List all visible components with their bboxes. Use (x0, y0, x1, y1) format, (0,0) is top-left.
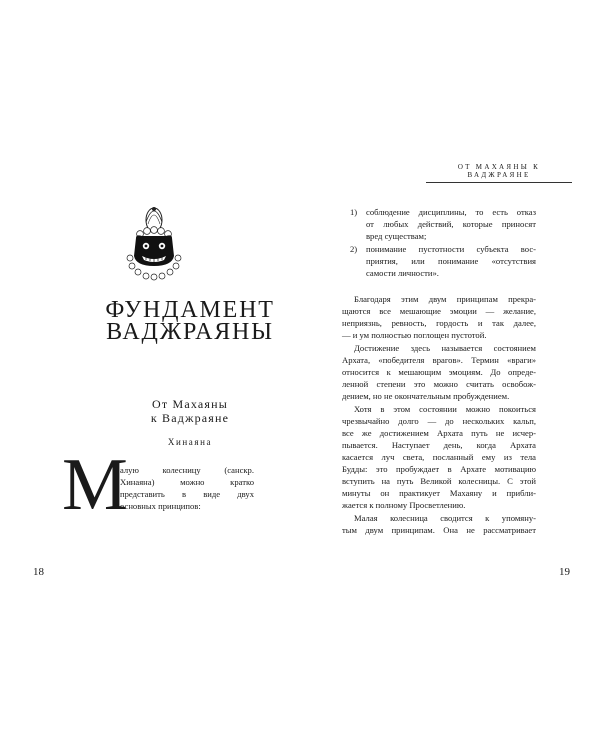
paragraph-line: неприязнь, ревность, гордость и так далее, (342, 318, 536, 328)
paragraph-line: Будды: это пробуждает в Архате мотивацию (342, 464, 536, 474)
list-item-line: от любых действий, которые приносят (366, 219, 536, 229)
paragraph-line: пывается. Наступает день, когда Архата (342, 440, 536, 450)
paragraph-line: Малая колесница сводится к упомяну- (354, 513, 536, 523)
list-item-line: самости личности». (366, 268, 439, 278)
paragraph-line: касается луч света, посланный ему из тела (342, 452, 536, 462)
intro-line-1: алую колесницу (санскр. (120, 465, 254, 475)
paragraph-line: Архата, «победителя врагов». Термин «враги» (342, 355, 536, 365)
list-item-line: понимание пустотности субъекта вос- (366, 244, 536, 254)
emblem-icon (118, 200, 190, 288)
paragraph-line: щаются все мешающие эмоции — желание, (342, 306, 536, 316)
subsection-title: Хинаяна (167, 437, 213, 447)
paragraph-line: дением, но не окончательным пробуждением. (342, 391, 510, 401)
drop-cap: М (62, 444, 128, 526)
list-item-line: приятия, или понимание «отсутствия (366, 256, 536, 266)
list-item-line: вред существам; (366, 231, 427, 241)
intro-line-3: представить в виде двух (120, 489, 254, 499)
intro-line-2: Хинаяна) можно кратко (120, 477, 254, 487)
paragraph-line: тым двум принципам. Она не рассматривает (342, 525, 536, 535)
paragraph-line: вступить на путь Великой колесницы. С этой (342, 476, 536, 486)
list-item-line: соблюдение дисциплины, то есть отказ (366, 207, 536, 217)
paragraph-line: ленной степени это можно считать освобож- (342, 379, 536, 389)
section-title-line-1: От Махаяны (151, 397, 229, 411)
paragraph-line: Хотя в этом состоянии можно покоиться (354, 404, 536, 414)
paragraph-line: Достижение здесь называется состоянием (354, 343, 536, 353)
list-number: 2) (350, 244, 358, 254)
page-number-right: 19 (559, 566, 570, 578)
paragraph-line: относится к мешающим эмоциям. До опреде- (342, 367, 536, 377)
paragraph-line: жается к полному Просветлению. (342, 500, 466, 510)
paragraph-line: — и ум полностью поглощен пустотой. (342, 330, 487, 340)
paragraph-line: минуты он практикует Махаяну и прибли- (342, 488, 536, 498)
page-number-left: 18 (33, 566, 44, 578)
chapter-title-line-2: ВАДЖРАЯНЫ (106, 319, 274, 345)
paragraph-line: чрезвычайно долго — до нескольких кальп, (342, 416, 536, 426)
running-header: ОТ МАХАЯНЫ К ВАДЖРАЯНЕ (426, 163, 572, 183)
chapter-title-line-1: ФУНДАМЕНТ (105, 297, 275, 323)
intro-line-4: основных принципов: (120, 501, 201, 511)
list-number: 1) (350, 207, 358, 217)
paragraph-line: все же достижением Архата путь не исчер- (342, 428, 536, 438)
section-title-line-2: к Ваджраяне (150, 411, 230, 425)
paragraph-line: Благодаря этим двум принципам прекра- (354, 294, 536, 304)
